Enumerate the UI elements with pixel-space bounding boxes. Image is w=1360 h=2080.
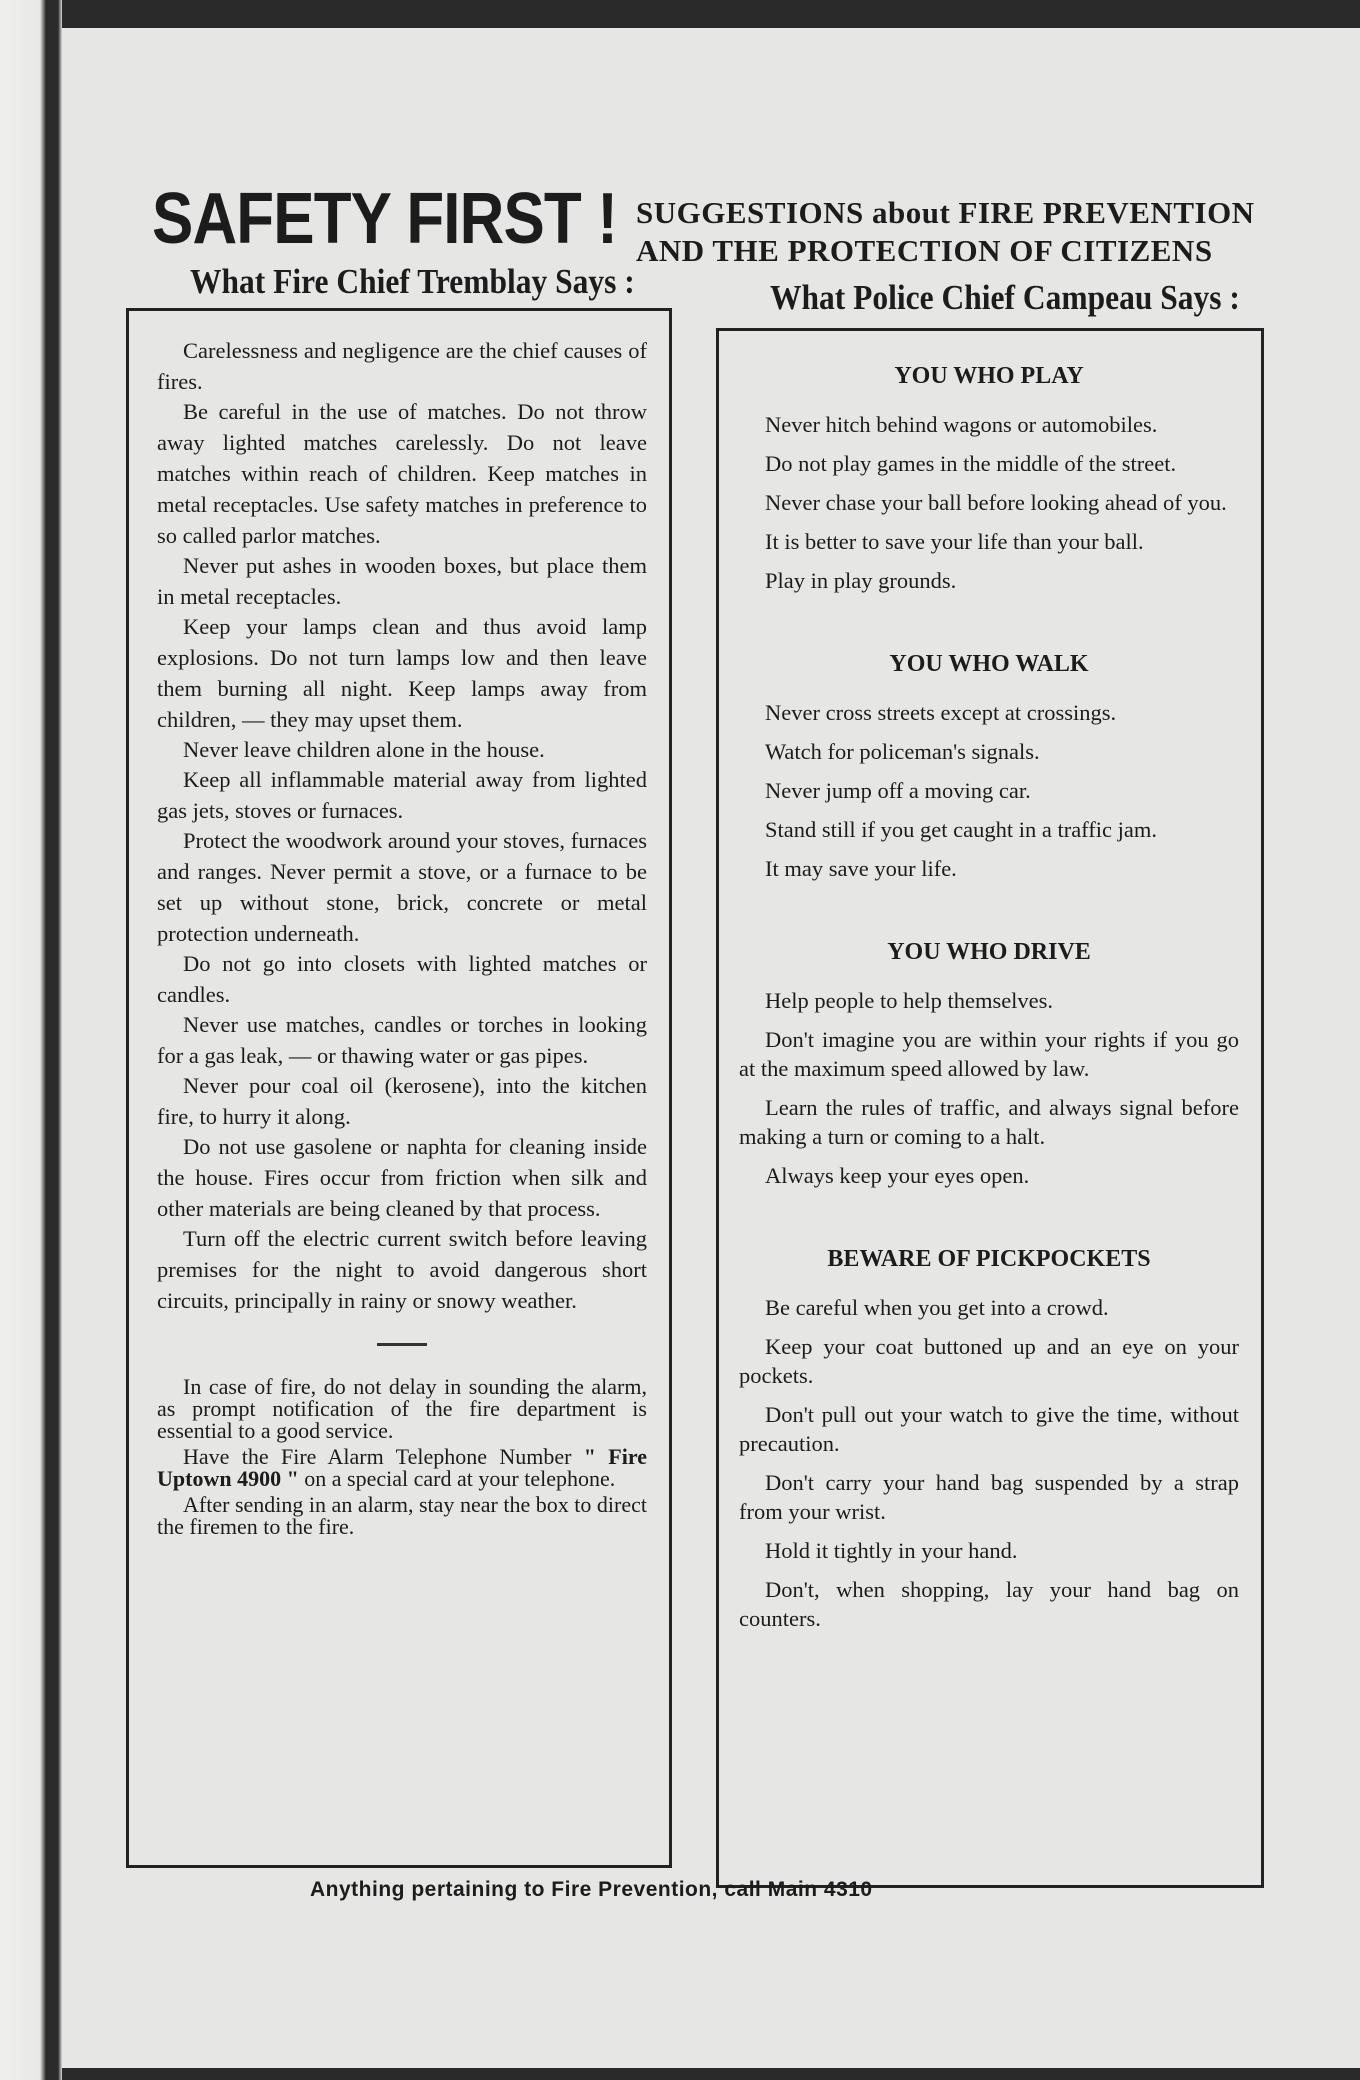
page-binding-edge (0, 0, 62, 2080)
fire-alarm-paragraph: After sending in an alarm, stay near the box to direct the firemen to the fire. (157, 1492, 647, 1539)
fire-advice-paragraph: Never pour coal oil (kerosene), into the kitchen fire, to hurry it along. (157, 1073, 647, 1129)
subtitle-line-1: SUGGESTIONS about FIRE PREVENTION (636, 195, 1255, 230)
subtitle-line-2: AND THE PROTECTION OF CITIZENS (636, 233, 1213, 268)
fire-advice-paragraph: Do not go into closets with lighted matches or candles. (157, 951, 647, 1007)
fire-phone-number: " Fire Uptown 4900 " (157, 1444, 647, 1491)
fire-advice-content (157, 335, 647, 1542)
fire-advice-paragraph: Turn off the electric current switch before leaving premises for the night to avoid dangerous short circuits, principally in rainy or snowy weather. (157, 1226, 647, 1313)
section-title-pickpockets: BEWARE OF PICKPOCKETS (827, 1246, 1151, 1272)
advice-item: Help people to help themselves. (765, 988, 1054, 1013)
advice-item: Don't, when shopping, lay your hand bag on counters. (739, 1577, 1239, 1631)
advice-item: Hold it tightly in your hand. (765, 1538, 1018, 1563)
fire-advice-paragraph: Do not use gasolene or naphta for cleaning inside the house. Fires occur from friction when silk and other materials are being cleaned by that process. (157, 1134, 647, 1221)
advice-item: Learn the rules of traffic, and always signal before making a turn or coming to a halt. (739, 1095, 1239, 1149)
advice-item: It is better to save your life than your ball. (765, 529, 1144, 554)
advice-item: Don't carry your hand bag suspended by a strap from your wrist. (739, 1470, 1239, 1524)
advice-item: Watch for policeman's signals. (765, 739, 1040, 764)
advice-item: Never jump off a moving car. (765, 778, 1031, 803)
page-subtitle (636, 194, 1276, 270)
advice-item: Be careful when you get into a crowd. (765, 1295, 1109, 1320)
section-divider (377, 1343, 427, 1346)
fire-advice-paragraph: Never put ashes in wooden boxes, but place them in metal receptacles. (157, 553, 647, 609)
advice-item: Don't pull out your watch to give the time, without precaution. (739, 1402, 1239, 1456)
fire-advice-paragraph: Never leave children alone in the house. (183, 737, 545, 762)
advice-item: Never hitch behind wagons or automobiles. (765, 412, 1158, 437)
fire-phone-paragraph (157, 1446, 647, 1490)
fire-advice-box (126, 308, 672, 1868)
advice-item: Always keep your eyes open. (765, 1163, 1030, 1188)
section-spacer (739, 893, 1239, 923)
advice-item: Never cross streets except at crossings. (765, 700, 1117, 725)
footer-note: Anything pertaining to Fire Prevention, call Main 4310 (310, 1878, 873, 1901)
advice-item: Never chase your ball before looking ahead of you. (765, 490, 1227, 515)
section-title-play: YOU WHO PLAY (894, 363, 1084, 389)
advice-item: Stand still if you get caught in a traffic jam. (765, 817, 1157, 842)
advice-item: Keep your coat buttoned up and an eye on your pockets. (739, 1334, 1239, 1388)
section-title-walk: YOU WHO WALK (889, 651, 1089, 677)
police-advice-content (739, 351, 1239, 1643)
section-title-drive: YOU WHO DRIVE (887, 939, 1091, 965)
fire-advice-paragraph: Protect the woodwork around your stoves, furnaces and ranges. Never permit a stove, or a furnace to be set up without stone, brick, concrete or metal protection underneath. (157, 828, 647, 946)
advice-item: Do not play games in the middle of the street. (765, 451, 1177, 476)
advice-item: It may save your life. (765, 856, 957, 881)
fire-advice-paragraph: Carelessness and negligence are the chief causes of fires. (157, 338, 647, 394)
police-chief-heading: What Police Chief Campeau Says : (770, 278, 1240, 317)
fire-alarm-paragraph: In case of fire, do not delay in sounding the alarm, as prompt notification of the fire department is essential to a good service. (157, 1374, 647, 1443)
section-spacer (739, 605, 1239, 635)
fire-advice-paragraph: Never use matches, candles or torches in looking for a gas leak, — or thawing water or gas pipes. (157, 1012, 647, 1068)
fire-phone-text-after: on a special card at your telephone. (298, 1466, 616, 1491)
police-advice-box (716, 328, 1264, 1888)
fire-chief-heading: What Fire Chief Tremblay Says : (190, 262, 635, 301)
fire-advice-paragraph: Keep all inflammable material away from lighted gas jets, stoves or furnaces. (157, 767, 647, 823)
advice-item: Don't imagine you are within your rights if you go at the maximum speed allowed by law. (739, 1027, 1239, 1081)
page-title: SAFETY FIRST ! (152, 179, 618, 259)
fire-advice-paragraph: Be careful in the use of matches. Do not throw away lighted matches carelessly. Do not leave matches within reach of children. Keep matches in metal receptacles. Use safety matches in preference to so called parlor matches. (157, 399, 647, 548)
advice-item: Play in play grounds. (765, 568, 957, 593)
section-spacer (739, 1200, 1239, 1230)
fire-phone-text-before: Have the Fire Alarm Telephone Number (183, 1444, 584, 1469)
fire-advice-paragraph: Keep your lamps clean and thus avoid lamp explosions. Do not turn lamps low and then leave them burning all night. Keep lamps away from children, — they may upset them. (157, 614, 647, 732)
